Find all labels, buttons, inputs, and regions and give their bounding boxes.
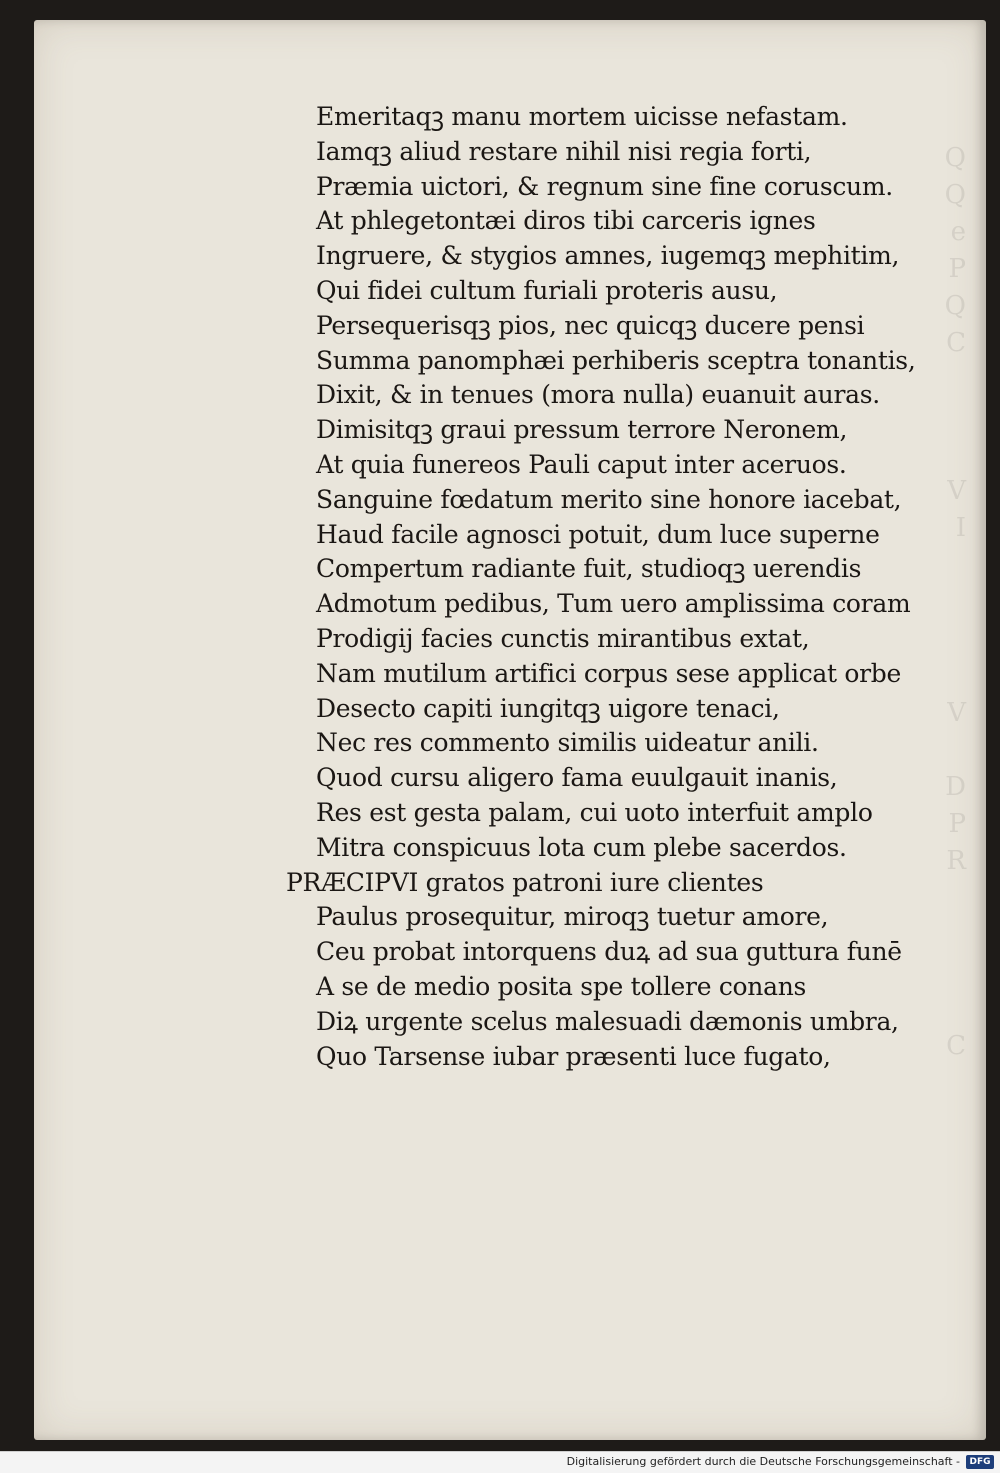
- verse-line: Dixit, & in tenues (mora nulla) euanuit auras.: [316, 380, 880, 410]
- verse-line: Qui fidei cultum furiali proteris ausu,: [316, 275, 778, 305]
- bleed-letter: R: [946, 846, 966, 876]
- footer-credit: Digitalisierung gefördert durch die Deutsche Forschungsgemeinschaft -: [566, 1455, 960, 1468]
- verse-line: Persequerisqꝫ pios, nec quicqꝫ ducere pensi: [316, 310, 865, 340]
- digitization-footer: [0, 1451, 1000, 1473]
- verse-line: Quo Tarsense iubar præsenti luce fugato,: [316, 1041, 831, 1071]
- verse-line: Compertum radiante fuit, studioqꝫ uerendis: [316, 554, 862, 584]
- bleed-letter: Q: [944, 291, 966, 321]
- verse-line: Desecto capiti iungitqꝫ uigore tenaci,: [316, 693, 780, 723]
- verse-list: [280, 100, 915, 1074]
- bleed-letter: P: [948, 809, 966, 839]
- bleed-letter: P: [948, 254, 966, 284]
- verse-line: At quia funereos Pauli caput inter aceruos.: [316, 449, 847, 479]
- verse-line: Haud facile agnosci potuit, dum luce superne: [316, 519, 880, 549]
- verse-line: Paulus prosequitur, miroqꝫ tuetur amore,: [316, 902, 829, 932]
- verse-line: Nam mutilum artifici corpus sese applicat orbe: [316, 658, 902, 688]
- verse-line: Admotum pedibus, Tum uero amplissima coram: [316, 589, 911, 619]
- verse-line: Summa panomphæi perhiberis sceptra tonantis,: [316, 345, 916, 375]
- verse-line: Dimisitqꝫ graui pressum terrore Neronem,: [316, 415, 848, 445]
- bleed-letter: Q: [944, 143, 966, 173]
- verse-line: Emeritaqꝫ manu mortem uicisse nefastam.: [316, 102, 848, 131]
- verse-line: Diꝝ urgente scelus malesuadi dæmonis umbra,: [316, 1006, 899, 1036]
- verse-line: Res est gesta palam, cui uoto interfuit amplo: [316, 797, 873, 827]
- bleed-letter: D: [945, 772, 966, 802]
- bleed-letter: [906, 1139, 966, 1176]
- bleed-letter: Q: [944, 180, 966, 210]
- verse-line: Mitra conspicuus lota cum plebe sacerdos.: [316, 832, 847, 862]
- verse-line: Nec res commento similis uideatur anili.: [316, 728, 819, 758]
- bleed-letter: V: [947, 698, 966, 728]
- bleed-letter: C: [946, 328, 966, 358]
- bleed-letter: C: [946, 1031, 966, 1061]
- verse-line: At phlegetontæi diros tibi carceris ignes: [316, 206, 816, 236]
- verse-line: Ingruere, & stygios amnes, iugemqꝫ mephitim,: [316, 241, 900, 271]
- verse-line: Prodigij facies cunctis mirantibus extat,: [316, 623, 810, 653]
- verse-line: A se de medio posita spe tollere conans: [316, 971, 807, 1001]
- verse-line: Iamqꝫ aliud restare nihil nisi regia forti,: [316, 136, 812, 166]
- verse-line: Præmia uictori, & regnum sine fine coruscum.: [316, 171, 893, 201]
- verse-line: Quod cursu aligero fama euulgauit inanis,: [316, 763, 838, 793]
- dfg-logo: DFG: [966, 1455, 994, 1469]
- verse-line: Ceu probat intorquens duꝝ ad sua guttura funē: [316, 937, 902, 967]
- verse-line: Sanguine fœdatum merito sine honore iacebat,: [316, 484, 902, 514]
- bleed-letter: [906, 1102, 966, 1139]
- bleed-letter: I: [955, 513, 966, 543]
- bleed-letter: e: [950, 217, 966, 247]
- verse-line: PRÆCIPVI gratos patroni iure clientes: [286, 867, 764, 897]
- bleed-letter: V: [947, 476, 966, 506]
